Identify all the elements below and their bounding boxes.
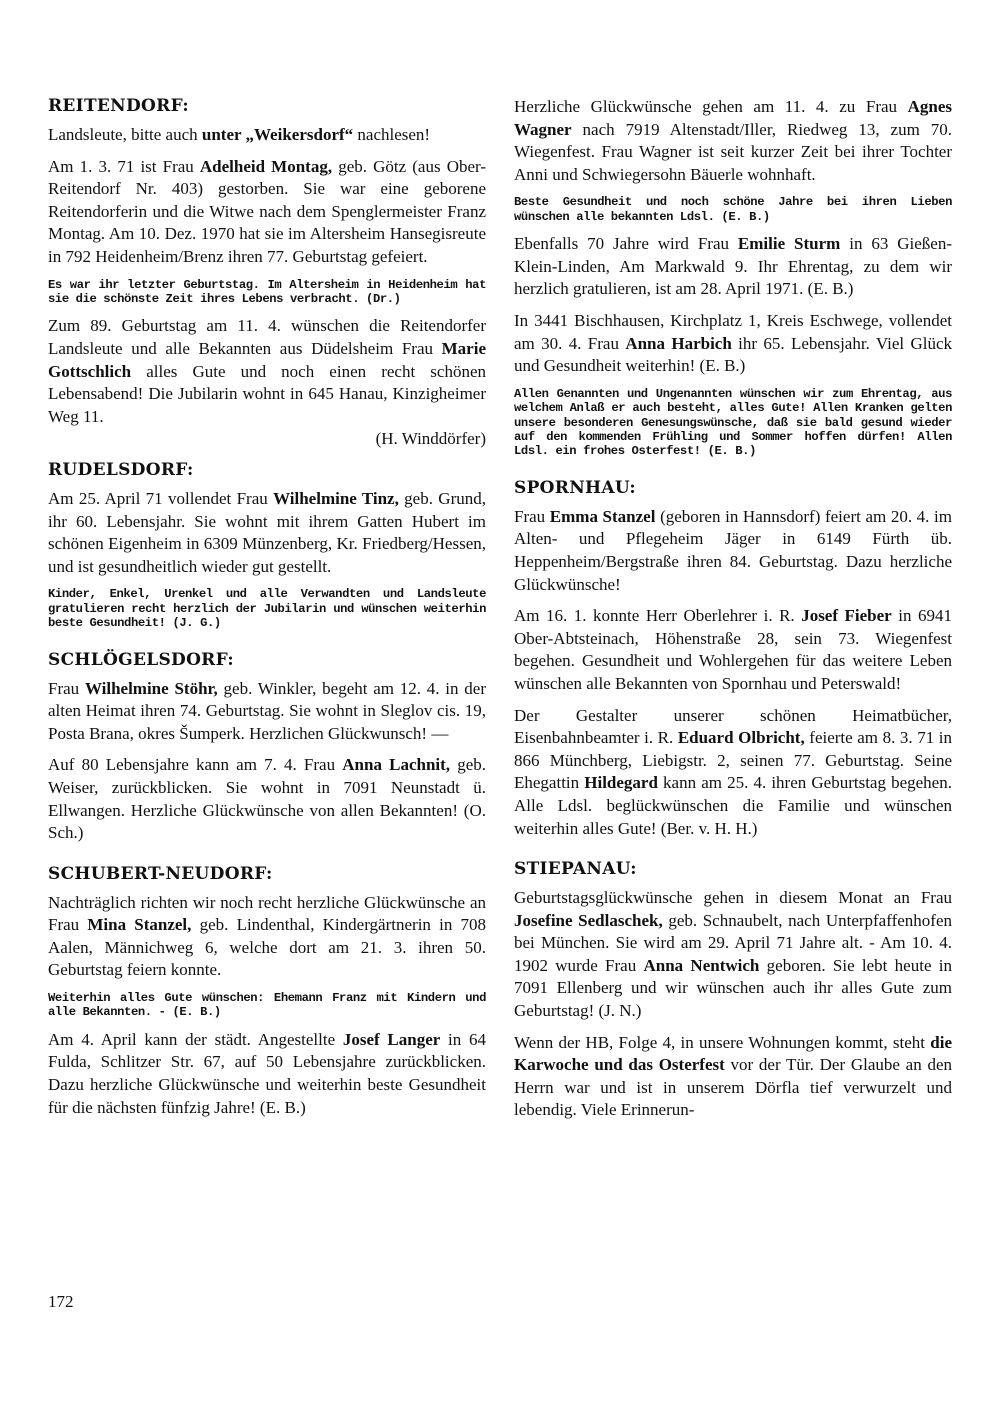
page-number: 172	[48, 1292, 74, 1311]
paragraph: Am 1. 3. 71 ist Frau Adelheid Montag, geb. Götz (aus Ober-Reitendorf Nr. 403) gestorben. Sie war eine geborene Reitendorferin und die Witwe nach dem Spenglermeister Franz Montag. Am 10. Dez. 1970 hat sie im Altersheim Hansegisreute in 792 Heidenheim/Brenz ihren 77. Geburtstag gefeiert.	[48, 156, 486, 266]
person-name: Adelheid Montag,	[199, 156, 333, 176]
person-name: Anna Nentwich	[643, 955, 760, 975]
paragraph: Am 4. April kann der städt. Angestellte Josef Langer in 64 Fulda, Schlitzer Str. 67, auf 50 Lebensjahre zurückblicken. Dazu herzliche Glückwünsche und weiterhin beste Gesundheit für die nächsten fünfzig Jahre! (E. B.)	[48, 1029, 486, 1117]
right-column	[514, 96, 952, 1131]
paragraph: Landsleute, bitte auch unter „Weikersdorf“ nachlesen!	[48, 125, 431, 144]
paragraph: Nachträglich richten wir noch recht herzliche Glückwünsche an Frau Mina Stanzel, geb. Lindenthal, Kindergärtnerin in 708 Aalen, Männichweg 6, welche dort am 21. 3. ihren 50. Geburtstag feiern konnte.	[48, 892, 487, 980]
heading-stiepanau: STIEPANAU:	[514, 859, 637, 880]
paragraph: Auf 80 Lebensjahre kann am 7. 4. Frau Anna Lachnit, geb. Weiser, zurückblicken. Sie wohnt in 7091 Neunstadt ü. Ellwangen. Herzliche Glückwünsche von allen Bekannten! (O. Sch.)	[48, 755, 487, 843]
paragraph: Am 25. April 71 vollendet Frau Wilhelmine Tinz, geb. Grund, ihr 60. Lebensjahr. Sie wohnt mit ihrem Gatten Hubert im schönen Eigenheim in 6309 Münzenberg, Kr. Friedberg/Hessen, und ist gesundheitlich wieder gut gestellt.	[48, 488, 486, 576]
heading-schloegelsdorf: SCHLÖGELSDORF:	[48, 649, 234, 670]
paragraph: Herzliche Glückwünsche gehen am 11. 4. zu Frau Agnes Wagner nach 7919 Altenstadt/Iller, Riedweg 13, zum 70. Wiegenfest. Frau Wagner ist seit kurzer Zeit bei ihrer Tochter Anni und Schwiegersohn Bäuerle wohnhaft.	[514, 97, 952, 184]
paragraph: Ebenfalls 70 Jahre wird Frau Emilie Sturm in 63 Gießen-Klein-Linden, Am Markwald 9. Ihr Ehrentag, zu dem wir herzlich gratulieren, ist am 28. April 1971. (E. B.)	[514, 234, 952, 299]
note: Kinder, Enkel, Urenkel und alle Verwandten und Landsleute gratulieren recht herzlich der Jubilarin und wünschen weiterhin beste Gesundheit! (J. G.)	[48, 587, 486, 631]
emphasis: die Karwoche und das Osterfest	[514, 1032, 952, 1075]
person-name: Anna Harbich	[625, 333, 732, 353]
note: Es war ihr letzter Geburtstag. Im Altersheim in Heidenheim hat sie die schönste Zeit ihres Lebens verbracht. (Dr.)	[48, 277, 486, 306]
person-name: Hildegard	[584, 773, 658, 793]
person-name: Marie Gottschlich	[48, 338, 486, 381]
heading-reitendorf: REITENDORF:	[48, 96, 189, 116]
paragraph: Geburtstagsglückwünsche gehen in diesem Monat an Frau Josefine Sedlaschek, geb. Schnaubelt, nach Unterpfaffenhofen bei München. Sie wird am 29. April 71 Jahre alt. - Am 10. 4. 1902 wurde Frau Anna Nentwich geboren. Sie lebt heute in 7091 Ellenberg und wir wünschen auch ihr alles Gute zum Geburtstag! (J. N.)	[514, 888, 952, 1021]
person-name: Emma Stanzel	[549, 506, 656, 526]
signature: (H. Winddörfer)	[375, 429, 486, 449]
paragraph: In 3441 Bischhausen, Kirchplatz 1, Kreis Eschwege, vollendet am 30. 4. Frau Anna Harbich ihr 65. Lebensjahr. Viel Glück und Gesundheit weiterhin! (E. B.)	[514, 310, 952, 376]
note: Beste Gesundheit und noch schöne Jahre bei ihren Lieben wünschen alle bekannten Ldsl. (E. B.)	[514, 195, 952, 224]
paragraph: Am 16. 1. konnte Herr Oberlehrer i. R. Josef Fieber in 6941 Ober-Abtsteinach, Höhenstraße 28, sein 73. Wiegenfest begehen. Gesundheit und Wohlergehen für das weitere Leben wünschen alle Bekannten von Spornhau und Peterswald!	[514, 606, 952, 693]
left-column	[48, 96, 486, 1128]
emphasis: unter „Weikersdorf“	[201, 125, 354, 144]
person-name: Josefine Sedlaschek,	[514, 910, 663, 930]
paragraph: Zum 89. Geburtstag am 11. 4. wünschen die Reitendorfer Landsleute und alle Bekannten aus Düdelsheim Frau Marie Gottschlich alles Gute und noch einen recht schönen Lebensabend! Die Jubilarin wohnt in 645 Hanau, Kinzigheimer Weg 11. (H. Winddörfer)	[48, 315, 486, 451]
heading-schubert-neudorf: SCHUBERT-NEUDORF:	[48, 863, 273, 884]
heading-spornhau: SPORNHAU:	[514, 477, 636, 498]
person-name: Wilhelmine Stöhr,	[84, 678, 218, 698]
person-name: Wilhelmine Tinz,	[273, 488, 399, 508]
person-name: Mina Stanzel,	[87, 915, 192, 935]
heading-rudelsdorf: RUDELSDORF:	[48, 459, 194, 480]
note: Weiterhin alles Gute wünschen: Ehemann Franz mit Kindern und alle Bekannten. - (E. B.)	[48, 991, 486, 1020]
paragraph: Frau Emma Stanzel (geboren in Hannsdorf) feiert am 20. 4. im Alten- und Pflegeheim Jäger in 6149 Fürth üb. Heppenheim/Bergstraße ihren 84. Geburtstag. Dazu herzliche Glückwünsche!	[514, 506, 952, 594]
paragraph: Der Gestalter unserer schönen Heimatbücher, Eisenbahnbeamter i. R. Eduard Olbricht, feierte am 8. 3. 71 in 866 Münchberg, Liebigstr. 2, seinen 77. Geburtstag. Seine Ehegattin Hildegard kann am 25. 4. ihren Geburtstag begehen. Alle Ldsl. beglückwünschen die Familie und wünschen weiterhin alles Gute! (Ber. v. H. H.)	[514, 705, 952, 838]
person-name: Anna Lachnit,	[342, 755, 451, 775]
person-name: Emilie Sturm	[737, 234, 841, 254]
person-name: Josef Langer	[342, 1029, 441, 1049]
paragraph: Frau Wilhelmine Stöhr, geb. Winkler, begeht am 12. 4. in der alten Heimat ihren 74. Geburtstag. Sie wohnt in Sleglov cis. 19, Posta Brana, okres Šumperk. Herzlichen Glückwunsch! —	[48, 678, 486, 743]
person-name: Agnes Wagner	[514, 97, 952, 139]
note: Allen Genannten und Ungenannten wünschen wir zum Ehrentag, aus welchem Anlaß er auch besteht, alles Gute! Allen Kranken gelten unsere besonderen Genesungswünsche, daß sie bald gesund wieder auf den kommenden Frühling und Sommer hoffen dürfen! Allen Ldsl. ein frohes Osterfest! (E. B.)	[514, 386, 952, 459]
person-name: Eduard Olbricht,	[677, 728, 805, 748]
paragraph: Wenn der HB, Folge 4, in unsere Wohnungen kommt, steht die Karwoche und das Osterfest vor der Tür. Der Glaube an den Herrn war und ist in unserem Dörfla tief verwurzelt und lebendig. Viele Erinnerun-	[514, 1032, 952, 1120]
person-name: Josef Fieber	[801, 606, 892, 626]
